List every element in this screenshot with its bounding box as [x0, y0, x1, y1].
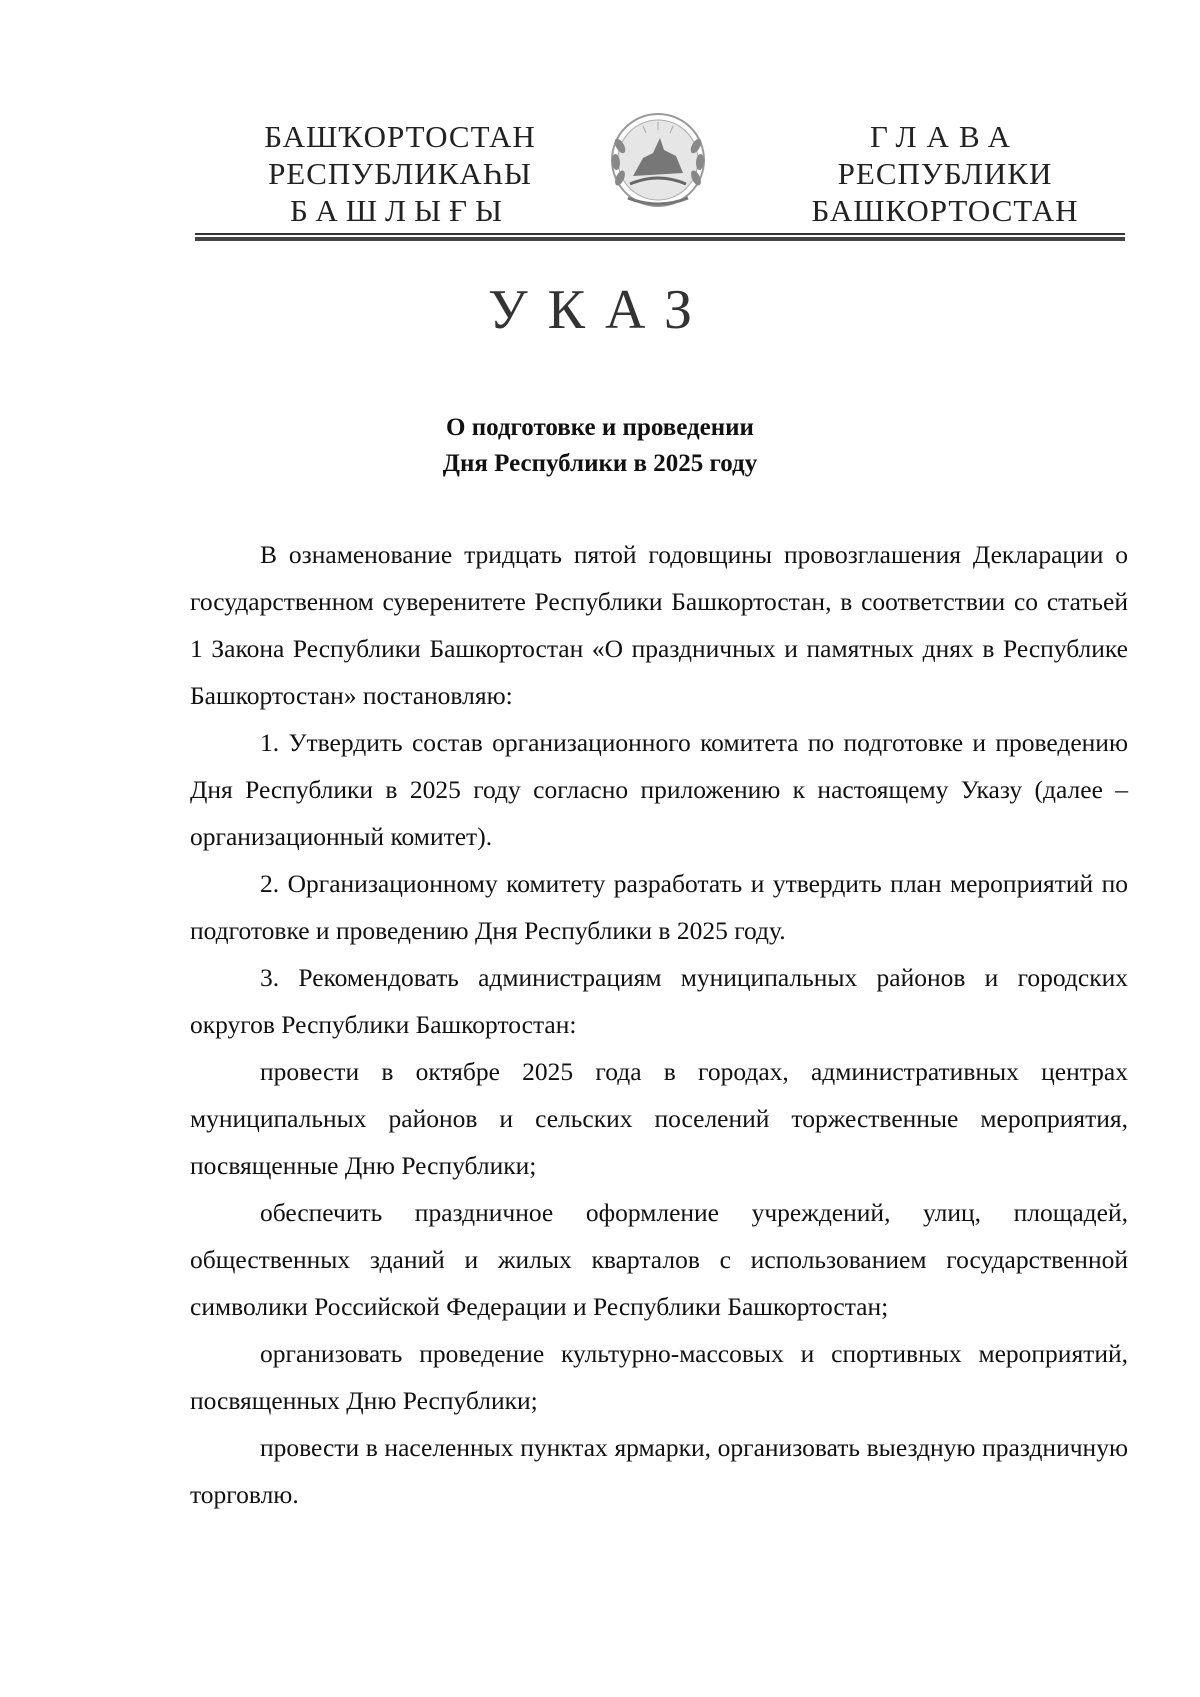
- header-left-line-1: БАШҠОРТОСТАН: [264, 119, 536, 154]
- header-right-line-3: БАШКОРТОСТАН: [811, 193, 1079, 228]
- coat-of-arms-icon: [598, 98, 718, 218]
- header-russian: [795, 118, 1095, 229]
- body-paragraph: 3. Рекомендовать администрациям муниципальных районов и городских округов Республики Башкортостан:: [190, 963, 1128, 1039]
- document-title: УКАЗ: [487, 279, 713, 341]
- body-paragraph: провести в населенных пунктах ярмарки, организовать выездную праздничную торговлю.: [190, 1433, 1128, 1509]
- document-subject: [0, 410, 1200, 482]
- header-right-line-2: РЕСПУБЛИКИ: [837, 156, 1053, 191]
- header-divider: [195, 233, 1125, 241]
- body-paragraph: организовать проведение культурно-массовых и спортивных мероприятий, посвященных Дню Республики;: [190, 1339, 1128, 1415]
- document-body: [190, 531, 1128, 1518]
- subject-line-1: О подготовке и проведении: [446, 414, 754, 441]
- body-paragraph: провести в октябре 2025 года в городах, административных центрах муниципальных районов и сельских поселений торжественные мероприятия, посвященные Дню Республики;: [190, 1057, 1128, 1180]
- body-paragraph: В ознаменование тридцать пятой годовщины провозглашения Декларации о государственном суверенитете Республики Башкортостан, в соответствии со статьей 1 Закона Республики Башкортостан «О праздничных и памятных днях в Республике Башкортостан» постановляю:: [190, 540, 1128, 710]
- body-paragraph: 1. Утвердить состав организационного комитета по подготовке и проведению Дня Республики в 2025 году согласно приложению к настоящему Указу (далее – организационный комитет).: [190, 728, 1128, 851]
- subject-line-2: Дня Республики в 2025 году: [442, 450, 758, 477]
- header-left-line-3: БАШЛЫҒЫ: [289, 193, 511, 228]
- body-paragraph: 2. Организационному комитету разработать и утвердить план мероприятий по подготовке и проведению Дня Республики в 2025 году.: [190, 869, 1128, 945]
- header-bashkir: [235, 118, 565, 229]
- header-left-line-2: РЕСПУБЛИКАҺЫ: [268, 156, 532, 191]
- header-right-line-1: ГЛАВА: [869, 119, 1021, 154]
- body-paragraph: обеспечить праздничное оформление учреждений, улиц, площадей, общественных зданий и жилых кварталов с использованием государственной символики Российской Федерации и Республики Башкортостан;: [190, 1198, 1128, 1321]
